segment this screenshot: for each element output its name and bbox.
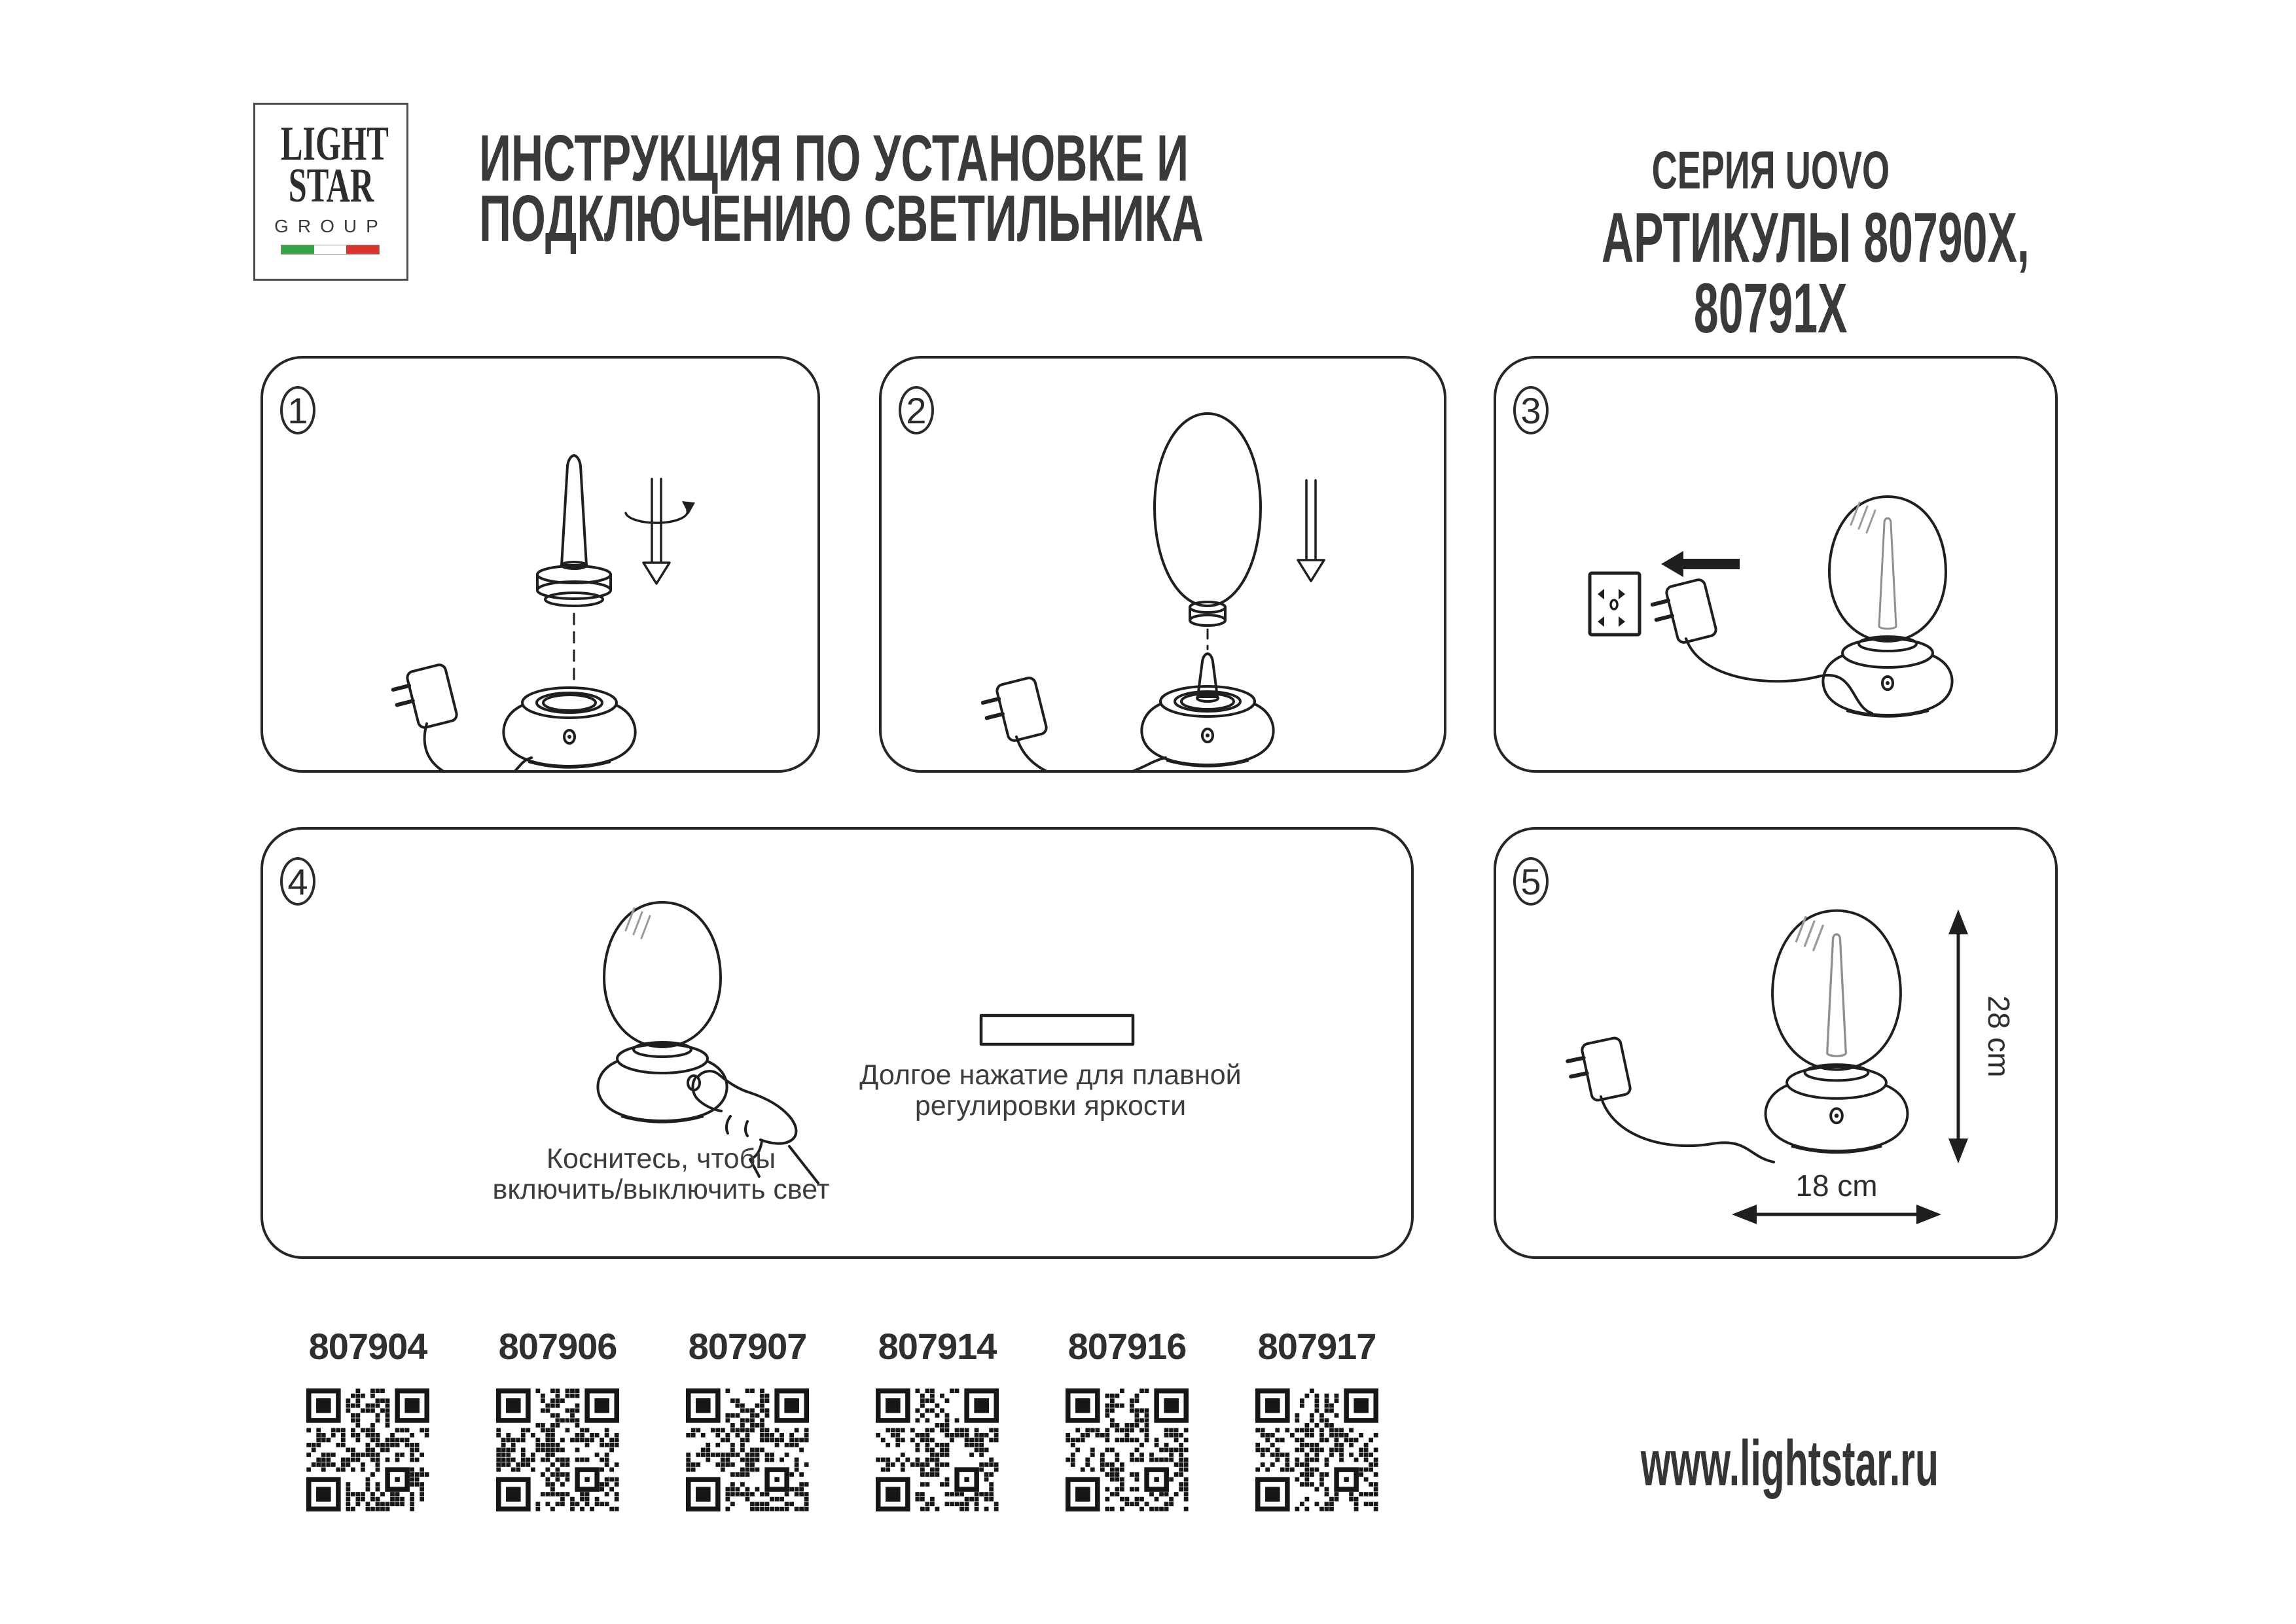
title-line-1: ИНСТРУКЦИЯ ПО УСТАНОВКЕ И: [479, 122, 1189, 195]
step-number-badge-5: [1513, 857, 1549, 906]
lamp-base-drawing: [503, 688, 635, 768]
article-column: [280, 1328, 456, 1515]
brightness-bar: [981, 1015, 1133, 1044]
power-adapter-icon: [1565, 1037, 1631, 1105]
article-code: 807916: [1067, 1326, 1187, 1367]
articles-label-line2: [1476, 267, 2065, 349]
rotate-arrow-icon: [626, 510, 687, 523]
step-number-3: 3: [1520, 389, 1541, 431]
article-code: 807906: [498, 1326, 617, 1367]
qr-code: [1255, 1388, 1378, 1511]
width-dimension-label: 18 cm: [1795, 1169, 1878, 1203]
step-number-4: 4: [287, 860, 308, 902]
step-panel-2: [879, 356, 1446, 773]
article-code: 807904: [308, 1326, 427, 1367]
articles-text-2: 80791X: [1693, 268, 1848, 347]
flag-white: [314, 245, 347, 254]
step-number-badge-1: [280, 386, 315, 434]
article-column: [850, 1328, 1025, 1515]
spike-diffuser: [562, 455, 586, 565]
power-cord: [1601, 1097, 1774, 1162]
article-code: 807917: [1257, 1326, 1376, 1367]
power-adapter-icon: [980, 677, 1048, 746]
step-panel-5: [1494, 827, 2058, 1259]
qr-code: [686, 1388, 809, 1511]
article-column: [470, 1328, 645, 1515]
article-column: [660, 1328, 835, 1515]
power-adapter-icon: [1649, 578, 1717, 648]
touch-caption-line2: включить/выключить свет: [492, 1174, 830, 1205]
series-label: [1476, 140, 2065, 202]
logo-light-text: LIGHT: [280, 117, 389, 171]
qr-code: [496, 1388, 619, 1511]
assembled-lamp-drawing: [1823, 497, 1952, 717]
diagram-step-2: [882, 359, 1444, 770]
qr-code: [876, 1388, 999, 1511]
page-title: [479, 122, 1545, 255]
step-number-badge-3: [1513, 386, 1549, 434]
title-line-2: ПОДКЛЮЧЕНИЮ СВЕТИЛЬНИКА: [479, 182, 1204, 255]
long-press-note-line2: регулировки яркости: [914, 1090, 1187, 1121]
step-panel-1: [260, 356, 820, 773]
logo-star: [255, 159, 406, 213]
height-dimension-arrow-icon: [1948, 909, 1968, 1163]
flag-green: [281, 245, 314, 254]
step-number-badge-4: [280, 857, 315, 906]
website-label: [1541, 1426, 2000, 1500]
left-arrow-icon: [1661, 551, 1740, 577]
long-press-note: [821, 1060, 1280, 1121]
glass-shade: [1155, 414, 1261, 606]
assembled-lamp-drawing: [598, 902, 726, 1123]
diagram-step-3: [1496, 359, 2055, 770]
touch-caption: [432, 1144, 890, 1205]
flag-red: [346, 245, 379, 254]
article-code: 807907: [688, 1326, 807, 1367]
height-dimension-label: 28 cm: [1982, 995, 2016, 1078]
long-press-note-line1: Долгое нажатие для плавной: [859, 1059, 1242, 1091]
lamp-base-drawing: [1141, 686, 1273, 767]
power-cord: [425, 724, 531, 770]
lightstar-logo: [253, 103, 408, 281]
wall-socket-icon: [1590, 573, 1640, 635]
diagram-step-5: [1496, 830, 2055, 1256]
logo-group-text: GROUP: [274, 216, 387, 236]
step-number-1: 1: [287, 389, 308, 431]
step-number-badge-2: [899, 386, 934, 434]
article-code: 807914: [878, 1326, 997, 1367]
logo-star-text: STAR: [288, 159, 374, 213]
diagram-step-1: [263, 359, 817, 770]
width-dimension-arrow-icon: [1732, 1205, 1941, 1224]
assembled-lamp-drawing: [1766, 911, 1908, 1153]
step-number-2: 2: [906, 389, 927, 431]
qr-code: [1066, 1388, 1189, 1511]
series-text: СЕРИЯ UOVO: [1651, 141, 1890, 200]
italian-flag-icon: [281, 245, 380, 255]
touch-caption-line1: Коснитесь, чтобы: [546, 1143, 776, 1174]
articles-label-line1: [1476, 196, 2065, 278]
article-column: [1039, 1328, 1215, 1515]
step-number-5: 5: [1520, 860, 1541, 902]
articles-text-1: АРТИКУЛЫ 80790X,: [1601, 198, 2030, 277]
qr-code: [306, 1388, 429, 1511]
step-panel-3: [1494, 356, 2058, 773]
power-adapter-icon: [390, 663, 458, 733]
website-text: www.lightstar.ru: [1640, 1427, 1939, 1499]
article-column: [1229, 1328, 1405, 1515]
